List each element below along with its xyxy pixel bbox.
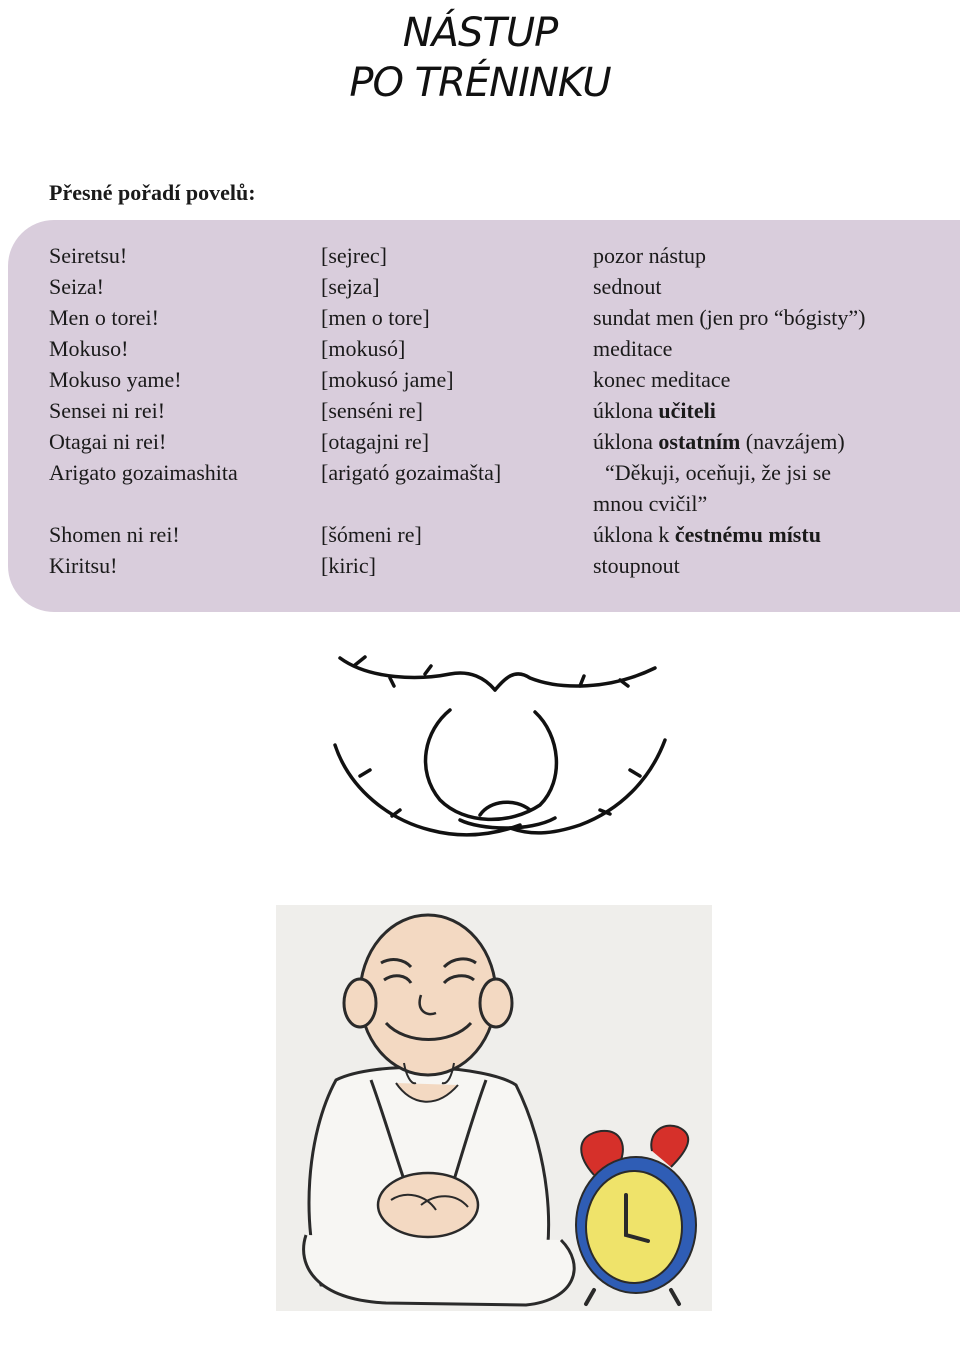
- command-japanese: Mokuso!: [49, 336, 129, 361]
- meaning-text: úklona: [593, 398, 659, 423]
- command-meaning: meditace: [593, 336, 673, 361]
- command-meaning: [593, 519, 821, 550]
- command-pronunciation: [šómeni re]: [321, 522, 422, 547]
- meaning-emphasis: učiteli: [658, 398, 716, 423]
- command-row: [49, 302, 949, 333]
- command-japanese: Arigato gozaimashita: [49, 460, 238, 485]
- command-row: [49, 271, 949, 302]
- command-meaning: sednout: [593, 274, 662, 299]
- command-meaning: konec meditace: [593, 367, 731, 392]
- meaning-text: úklona: [593, 429, 659, 454]
- command-row: [49, 550, 949, 581]
- meaning-text: úklona k: [593, 522, 675, 547]
- commands-heading: Přesné pořadí povelů:: [49, 180, 256, 205]
- command-meaning: stoupnout: [593, 553, 680, 578]
- command-japanese: Mokuso yame!: [49, 367, 182, 392]
- command-japanese: Shomen ni rei!: [49, 522, 180, 547]
- command-pronunciation: [kiric]: [321, 553, 376, 578]
- command-japanese: Seiretsu!: [49, 243, 128, 268]
- meaning-emphasis: čestnému místu: [674, 522, 821, 547]
- command-japanese: Kiritsu!: [49, 553, 118, 578]
- command-meaning: pozor nástup: [593, 243, 707, 268]
- command-row: [49, 395, 949, 426]
- command-row: [49, 426, 949, 457]
- command-row: [49, 240, 949, 271]
- command-meaning: “Děkuji, oceňuji, že jsi se: [605, 460, 832, 485]
- command-pronunciation: [arigató gozaimašta]: [321, 460, 502, 485]
- meaning-text: (navzájem): [740, 429, 845, 454]
- command-japanese: Otagai ni rei!: [49, 429, 167, 454]
- title-line-2: PO TRÉNINKU: [349, 60, 611, 106]
- meditation-hands-illustration: [330, 650, 670, 870]
- command-pronunciation: [sejrec]: [321, 243, 387, 268]
- command-meaning: mnou cvičil”: [593, 491, 708, 516]
- command-row-continuation: [49, 488, 949, 519]
- command-meaning: sundat men (jen pro “bógisty”): [593, 305, 866, 330]
- commands-table: [49, 240, 949, 581]
- meaning-emphasis: ostatním: [658, 429, 741, 454]
- command-pronunciation: [men o tore]: [321, 305, 430, 330]
- command-pronunciation: [mokusó]: [321, 336, 406, 361]
- command-meaning: [593, 426, 845, 457]
- command-pronunciation: [mokusó jame]: [321, 367, 454, 392]
- command-row: [49, 519, 949, 550]
- command-japanese: Sensei ni rei!: [49, 398, 166, 423]
- command-japanese: Seiza!: [49, 274, 104, 299]
- command-row: [49, 457, 949, 488]
- embroidered-monk-with-alarm-clock: [276, 905, 712, 1311]
- command-pronunciation: [senséni re]: [321, 398, 424, 423]
- command-row: [49, 364, 949, 395]
- page-title: [0, 8, 960, 108]
- title-line-1: NÁSTUP: [402, 10, 558, 56]
- command-pronunciation: [sejza]: [321, 274, 380, 299]
- command-pronunciation: [otagajni re]: [321, 429, 430, 454]
- command-meaning: [593, 395, 716, 426]
- command-japanese: Men o torei!: [49, 305, 159, 330]
- command-row: [49, 333, 949, 364]
